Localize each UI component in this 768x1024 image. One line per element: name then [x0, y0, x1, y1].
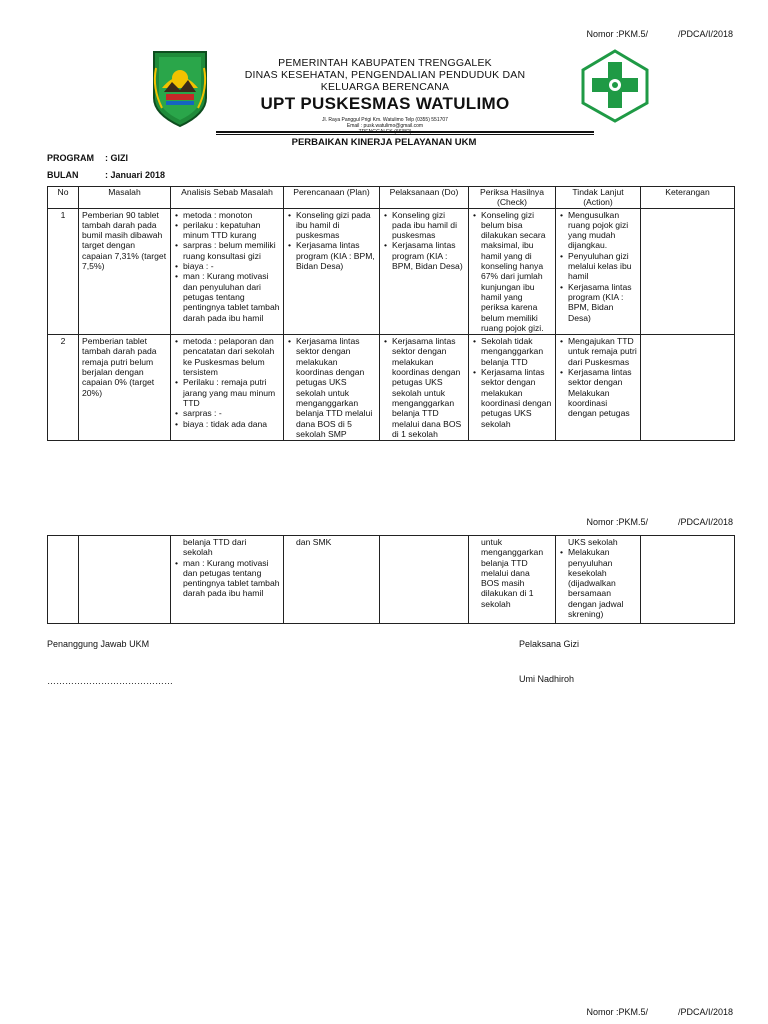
nomor-top [586, 29, 733, 39]
list-item: • Kerjasama lintas sektor dengan melakukan koordinas dengan petugas UKS sekolah untuk menganggarkan belanja TTD melalui dana BOS di 5 sekolah SMP [296, 336, 376, 439]
header-plan: Perencanaan (Plan) [284, 187, 380, 209]
header-masalah: Masalah [79, 187, 171, 209]
letterhead-email: Email : pusk.watulimo@gmail.com [346, 123, 424, 129]
ukm-table-continued [47, 535, 735, 624]
nomor-suffix: /PDCA/I/2018 [677, 517, 733, 527]
program-value: : GIZI [105, 153, 128, 163]
signature-right-name: Umi Nadhiroh [519, 674, 575, 684]
row-analisis [171, 335, 284, 441]
list-item: • Melakukan penyuluhan kesekolah (dijadwalkan bersamaan dengan jadwal skrening) [568, 547, 637, 619]
letterhead-rule-thin [216, 134, 594, 135]
signature-right-label: Pelaksana Gizi [519, 639, 580, 649]
list-item: • biaya : - [183, 261, 280, 271]
table-row [48, 208, 735, 335]
header-analisis: Analisis Sebab Masalah [171, 187, 284, 209]
row-plan [284, 335, 380, 441]
signature-left-label: Penanggung Jawab UKM [47, 639, 150, 649]
table-row [48, 335, 735, 441]
row-keterangan [641, 208, 735, 335]
letterhead-title: UPT PUSKESMAS WATULIMO [260, 94, 510, 113]
row-action [556, 208, 641, 335]
signature-left-name: …………………………………… [47, 676, 173, 686]
row-keterangan [641, 335, 735, 441]
plan-continued-text: dan SMK [296, 537, 332, 547]
letterhead-address: Jl. Raya Panggul Prigi Km. Watulimo Telp (0355) 551707 [322, 117, 448, 123]
list-item: • Sekolah tidak menganggarkan belanja TTD [481, 336, 552, 367]
bulan-row [47, 170, 165, 180]
row-keterangan [641, 536, 735, 624]
list-item: • man : Kurang motivasi dan petugas tentang pentingnya tablet tambah darah pada ibu hamil [183, 558, 280, 599]
header-action: Tindak Lanjut (Action) [556, 187, 641, 209]
row-plan [284, 208, 380, 335]
nomor-label: Nomor :PKM.5/ [586, 29, 648, 39]
list-item: • Kerjasama lintas sektor dengan melakukan koordinas dengan petugas UKS sekolah untuk menganggarkan belanja TTD melalui dana BOS di 1 sekolah [392, 336, 465, 439]
row-check [469, 536, 556, 624]
header-check: Periksa Hasilnya (Check) [469, 187, 556, 209]
table-row [48, 536, 735, 624]
header-no: No [48, 187, 79, 209]
list-item: • Mengusulkan ruang pojok gizi yang mudah dijangkau. [568, 210, 637, 251]
list-item: • biaya : tidak ada dana [183, 419, 280, 429]
row-check [469, 335, 556, 441]
row-do [380, 335, 469, 441]
row-no: 1 [48, 208, 79, 335]
row-masalah: Pemberian 90 tablet tambah darah pada bumil masih dibawah target dengan capaian 7,31% (target 7,5%) [79, 208, 171, 335]
list-item: • sarpras : - [183, 408, 280, 418]
row-no [48, 536, 79, 624]
list-item: • Kerjasama lintas sektor dengan melakukan koordinasi dengan petugas UKS sekolah [481, 367, 552, 429]
program-label: PROGRAM [47, 153, 94, 163]
program-row [47, 153, 128, 163]
letterhead-rule-thick [216, 131, 594, 133]
list-item: • Kerjasama lintas program (KIA : BPM, Bidan Desa) [568, 282, 637, 323]
list-item: • sarpras : belum memiliki ruang konsultasi gizi [183, 240, 280, 261]
header-do: Pelaksanaan (Do) [380, 187, 469, 209]
row-action [556, 335, 641, 441]
list-item: • metoda : monoton [183, 210, 280, 220]
list-item: • Konseling gizi belum bisa dilakukan secara maksimal, ibu hamil yang di konseling hanya 67% dari jumlah kunjungan ibu hamil yang periksa karena belum memiliki ruang pojok gizi. [481, 210, 552, 334]
ukm-table [47, 186, 735, 441]
row-action [556, 536, 641, 624]
letterhead-line1: PEMERINTAH KABUPATEN TRENGGALEK [278, 57, 492, 69]
letterhead-line3: KELUARGA BERENCANA [320, 81, 450, 93]
header-keterangan: Keterangan [641, 187, 735, 209]
table-header-row [48, 187, 735, 209]
list-item: • metoda : pelaporan dan pencatatan dari sekolah ke Puskesmas belum tersistem [183, 336, 280, 377]
list-item: • Mengajukan TTD untuk remaja putri dari Puskesmas [568, 336, 637, 367]
nomor-suffix: /PDCA/I/2018 [677, 1007, 733, 1017]
list-item: • Kerjasama lintas sektor dengan Melakukan koordinasi dengan petugas [568, 367, 637, 418]
letterhead-city: TRENGGALEK (66382) [358, 129, 412, 135]
puskesmas-logo [580, 48, 650, 123]
row-plan [284, 536, 380, 624]
nomor-page2 [586, 517, 733, 527]
row-do [380, 208, 469, 335]
nomor-page3 [586, 1007, 733, 1017]
letterhead [210, 57, 560, 135]
row-no: 2 [48, 335, 79, 441]
row-do [380, 536, 469, 624]
kabupaten-emblem-logo [148, 48, 212, 128]
analisis-continued-text: belanja TTD dari sekolah [183, 537, 247, 558]
list-item: • Penyuluhan gizi melalui kelas ibu hamil [568, 251, 637, 282]
letterhead-line2: DINAS KESEHATAN, PENGENDALIAN PENDUDUK DAN [244, 69, 526, 81]
nomor-label: Nomor :PKM.5/ [586, 517, 648, 527]
list-item: • Kerjasama lintas program (KIA : BPM, Bidan Desa) [296, 240, 376, 271]
row-masalah [79, 536, 171, 624]
nomor-suffix: /PDCA/I/2018 [677, 29, 733, 39]
list-item: • Kerjasama lintas program (KIA : BPM, Bidan Desa) [392, 240, 465, 271]
row-analisis [171, 536, 284, 624]
row-check [469, 208, 556, 335]
check-continued-text: untuk menganggarkan belanja TTD melalui dana BOS masih dilakukan di 1 sekolah [481, 537, 544, 609]
row-masalah: Pemberian tablet tambah darah pada remaja putri belum berjalan dengan capaian 0% (target 20%) [79, 335, 171, 441]
nomor-label: Nomor :PKM.5/ [586, 1007, 648, 1017]
list-item: • perilaku : kepatuhan minum TTD kurang [183, 220, 280, 241]
bulan-value: : Januari 2018 [105, 170, 166, 180]
list-item: • Konseling gizi pada ibu hamil di puskesmas [392, 210, 465, 241]
list-item: • man : Kurang motivasi dan penyuluhan dari petugas tentang pentingnya tablet tambah darah pada ibu hamil [183, 271, 280, 322]
bulan-label: BULAN [47, 170, 79, 180]
action-continued-text: UKS sekolah [568, 537, 618, 547]
list-item: • Konseling gizi pada ibu hamil di puskesmas [296, 210, 376, 241]
row-analisis [171, 208, 284, 335]
list-item: • Perilaku : remaja putri jarang yang mau minum TTD [183, 377, 280, 408]
document-title: PERBAIKAN KINERJA PELAYANAN UKM [291, 137, 477, 148]
